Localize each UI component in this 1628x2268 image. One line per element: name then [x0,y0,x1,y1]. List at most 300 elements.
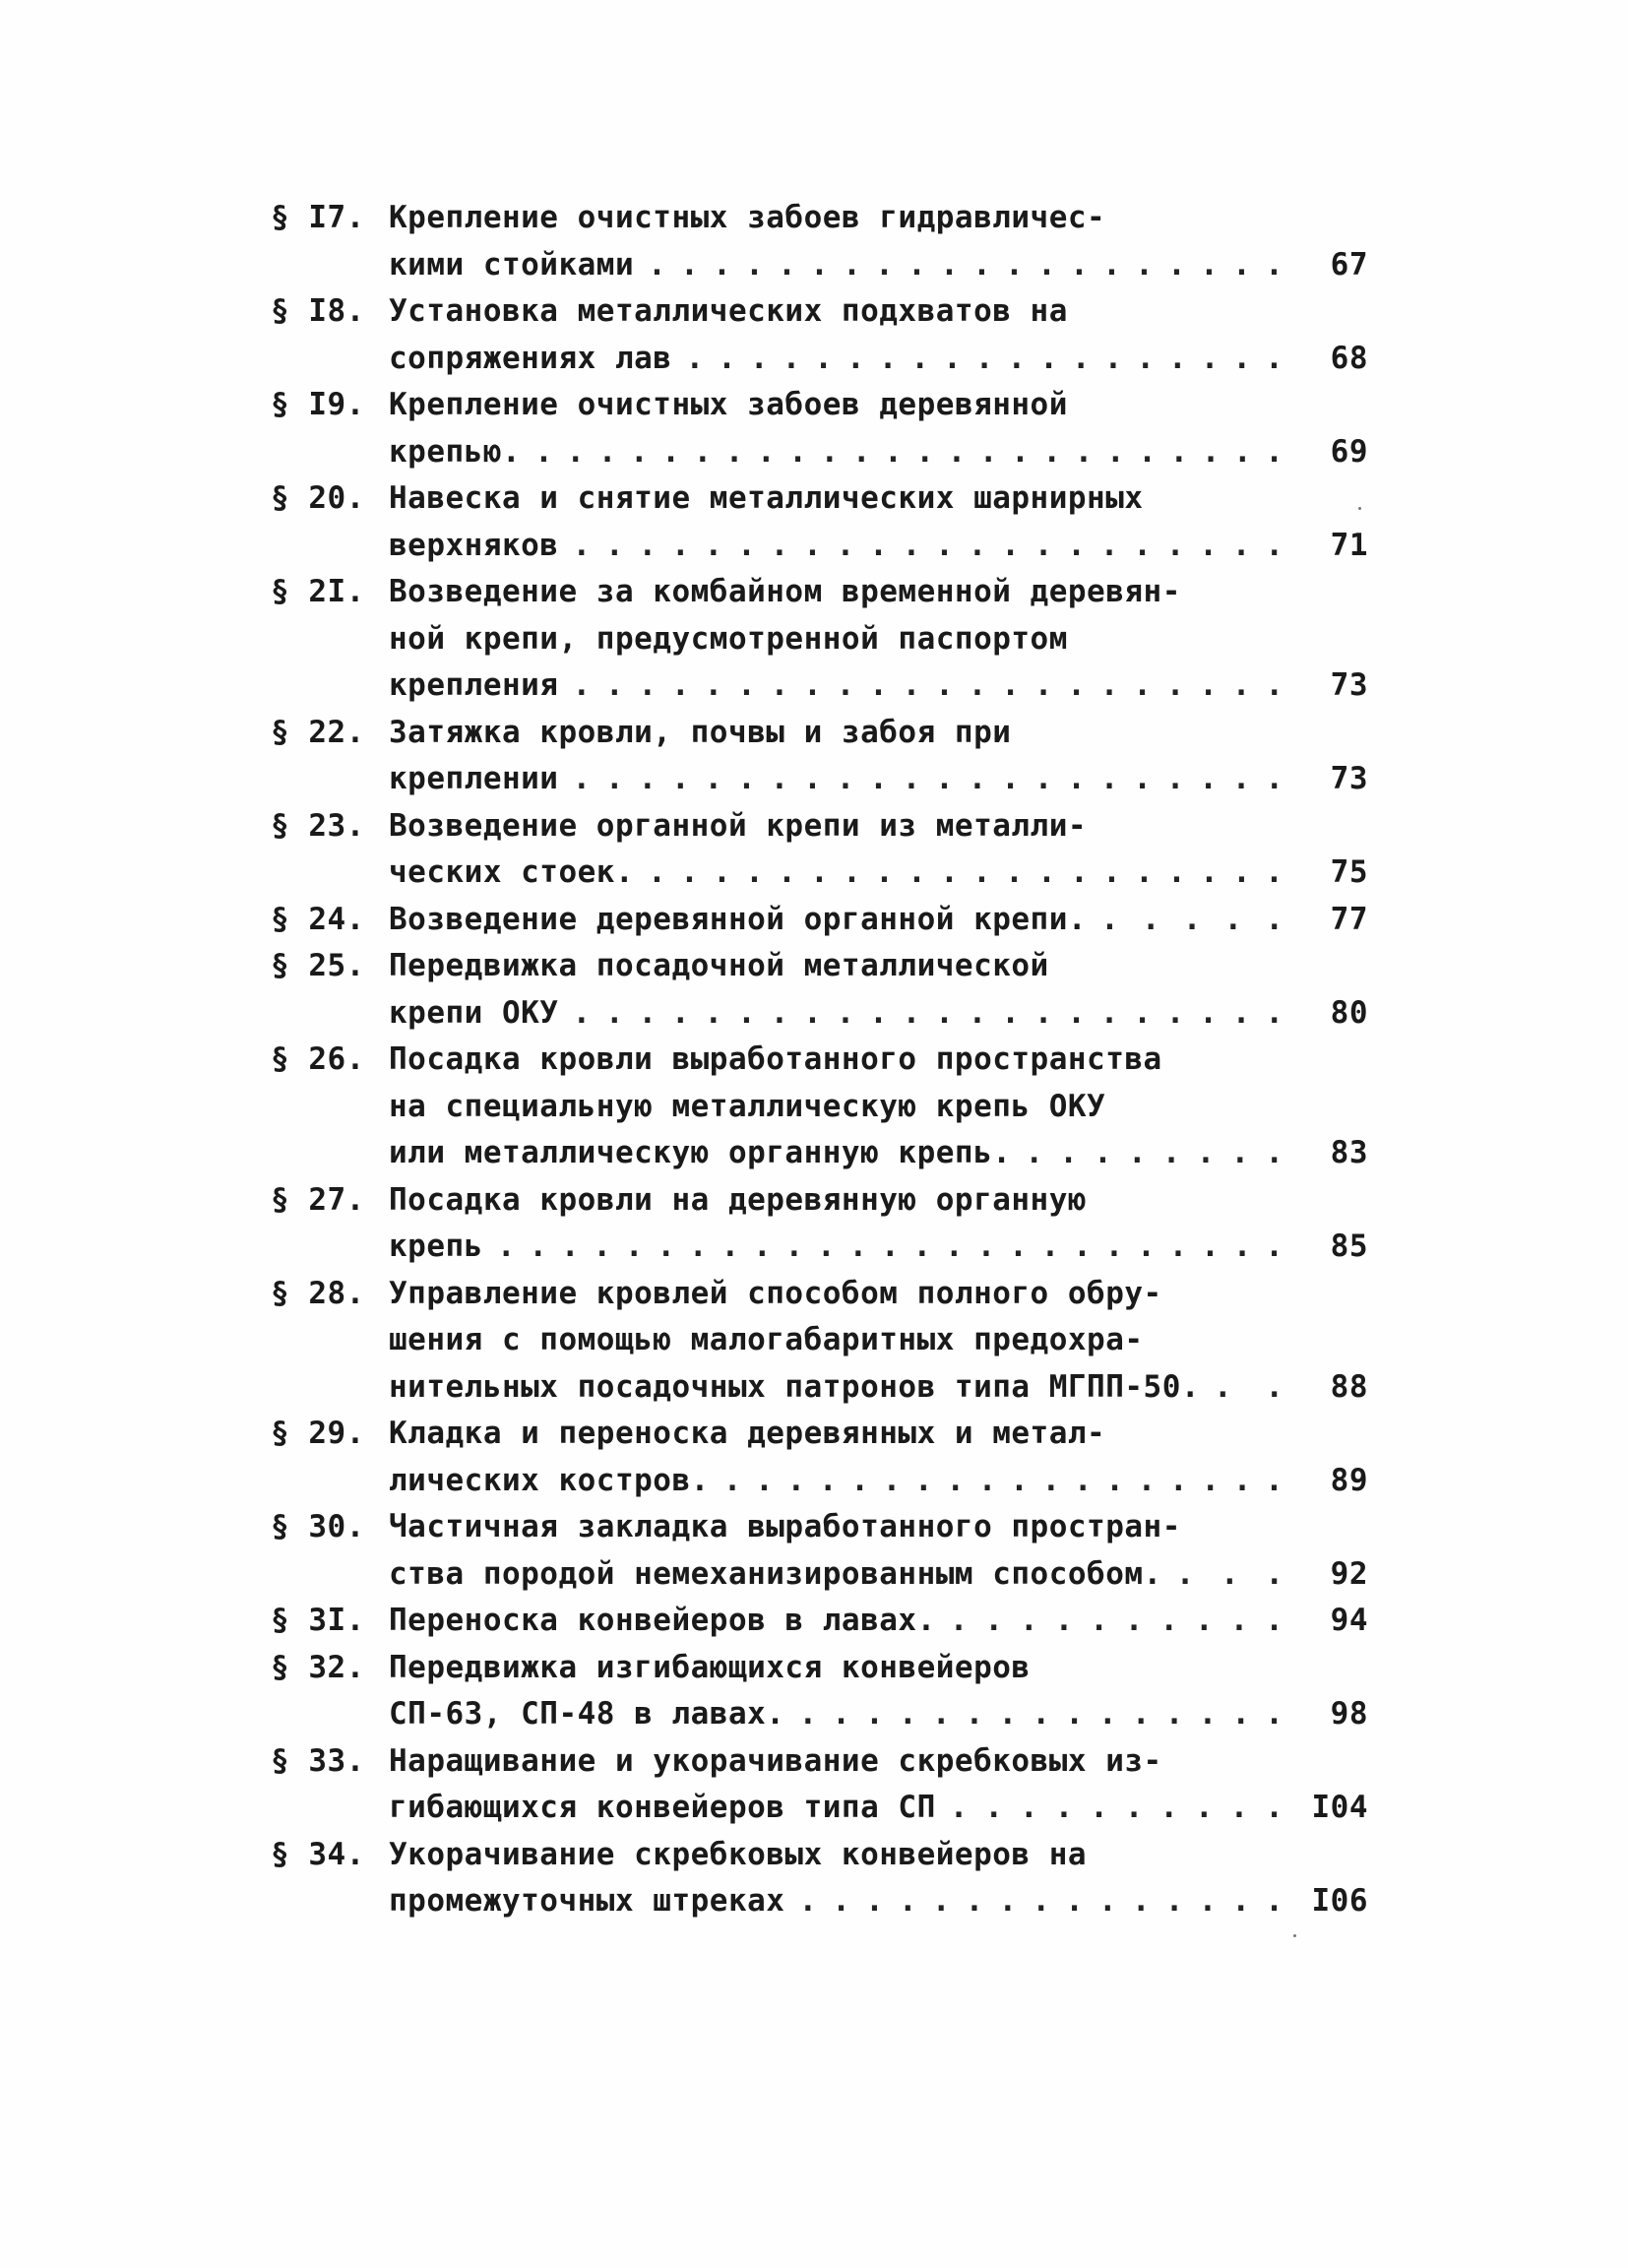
leader-dot: . [974,340,994,376]
leader-dot: . [1265,1696,1284,1732]
leader-dot: . [1161,1135,1181,1170]
leader-dot: . [845,340,865,376]
leader-dot: . [1165,527,1185,563]
leader-dot: . [1137,1462,1157,1498]
toc-entry [271,1598,1368,1645]
leader-dot: . [1199,994,1218,1031]
leader-dot: . [749,340,769,376]
leader-dot: . [968,761,987,796]
leader-dot: . [810,246,829,283]
leader-dot: . [878,340,898,376]
leader-dot: . [803,667,822,703]
leader-dot: . [1025,1135,1044,1170]
dot-leader [648,850,1284,897]
leader-dot: . [778,854,796,890]
leader-dot: . [803,527,822,563]
section-number: § I8. [271,293,365,329]
leader-dot: . [869,761,888,796]
section-number: § 30. [271,1509,365,1544]
toc-line [271,710,1368,757]
leader-dot: . [1169,1462,1188,1498]
leader-dot: . [1229,1790,1249,1825]
leader-dot: . [671,527,690,563]
leader-dot: . [1033,761,1053,796]
leader-dot: . [1099,761,1119,796]
leader-dot: . [914,1462,933,1498]
leader-dot: . [770,527,789,563]
leader-dot: . [648,854,666,890]
leader-dot: . [1265,1555,1284,1592]
leader-dot: . [935,994,954,1031]
section-number: § 29. [271,1416,365,1451]
leader-dot: . [770,667,789,703]
leader-dot: . [1200,340,1220,376]
page-number: 94 [1330,1603,1368,1638]
leader-dot: . [949,1790,969,1825]
toc-line [271,1598,1368,1645]
section-number: § 33. [271,1742,365,1779]
leader-dot: . [784,1228,804,1264]
leader-dot: . [704,761,723,796]
leader-dot: . [1037,246,1056,283]
toc-line [271,616,1368,663]
leader-dot: . [1070,246,1089,283]
leader-dot: . [657,1228,676,1264]
leader-dot: . [850,1462,869,1498]
leader-dot: . [908,854,926,890]
entry-title-text: Возведение органной крепи из металли- [389,807,1088,844]
leader-dot: . [832,1883,850,1919]
leader-dot: . [671,667,690,703]
toc-line [271,803,1368,850]
leader-dot: . [1032,1696,1051,1732]
entry-title-text: на специальную металлическую крепь ОКУ [389,1088,1106,1124]
leader-dot: . [1032,1883,1051,1919]
page-number: 98 [1330,1696,1368,1732]
entry-title-text: крепью. [389,433,522,470]
leader-dot: . [1124,1603,1144,1638]
leader-dot: . [1182,901,1202,937]
dot-leader [1100,897,1284,944]
leader-dot: . [1071,340,1091,376]
leader-dot: . [1005,854,1024,890]
leader-dot: . [782,340,801,376]
leader-dot: . [1223,901,1243,937]
leader-dot: . [1005,246,1024,283]
leader-dot: . [638,761,657,796]
leader-dot: . [605,994,624,1031]
toc-entry [271,1504,1368,1598]
leader-dot: . [816,1228,836,1264]
toc-entry [271,288,1368,382]
section-number: § 27. [271,1181,365,1218]
section-number: § 24. [271,901,365,937]
leader-dot: . [1265,1883,1284,1919]
entry-title-text: или металлическую органную крепь. [389,1135,1012,1170]
dot-leader [1214,1364,1284,1412]
leader-dot: . [947,433,967,470]
page-number: 71 [1330,527,1368,563]
leader-dot: . [685,340,705,376]
leader-dot: . [778,246,796,283]
leader-dot: . [648,246,666,283]
leader-dot: . [693,433,713,470]
leader-dot: . [902,761,921,796]
toc-entry [271,1411,1368,1504]
entry-title-text: крепления [389,667,559,703]
leader-dot: . [984,1603,1004,1638]
leader-dot: . [1265,1368,1284,1405]
scan-speck [1358,507,1361,510]
leader-dot: . [798,1696,818,1732]
leader-dot: . [1073,1462,1093,1498]
entry-title-text: Посадка кровли выработанного пространства [389,1041,1162,1077]
leader-dot: . [1265,854,1284,890]
leader-dot: . [1065,1883,1084,1919]
dot-leader [572,756,1284,803]
entry-title-text: нительных посадочных патронов типа МГПП-50. [389,1368,1201,1405]
leader-dot: . [1200,246,1219,283]
leader-dot: . [704,667,723,703]
page-number: 67 [1330,246,1368,283]
leader-dot: . [1135,854,1154,890]
leader-dot: . [1104,1228,1124,1264]
leader-dot: . [1159,1790,1179,1825]
dot-leader [534,429,1284,476]
toc-line [271,195,1368,242]
leader-dot: . [1265,1462,1284,1498]
leader-dot: . [1175,1555,1195,1592]
toc-line [271,1130,1368,1177]
leader-dot: . [915,433,935,470]
entry-title-text: Кладка и переноска деревянных и метал- [389,1416,1106,1451]
entry-title-text: шения с помощью малогабаритных предохра- [389,1322,1144,1357]
leader-dot: . [832,1696,850,1732]
leader-dot: . [935,761,954,796]
leader-dot: . [529,1228,548,1264]
leader-dot: . [1232,1462,1252,1498]
leader-dot: . [713,246,731,283]
leader-dot: . [1196,1135,1216,1170]
toc-line [271,990,1368,1038]
section-number: § 22. [271,714,365,750]
leader-dot: . [1042,433,1062,470]
leader-dot: . [1067,994,1086,1031]
toc-line [271,943,1368,990]
leader-dot: . [1009,1228,1028,1264]
leader-dot: . [902,527,921,563]
leader-dot: . [1141,901,1160,937]
leader-dot: . [572,667,592,703]
leader-dot: . [1100,901,1119,937]
leader-dot: . [1231,1696,1251,1732]
leader-dot: . [1232,1228,1252,1264]
entry-title-text: Частичная закладка выработанного простран- [389,1509,1181,1544]
page-number: I04 [1311,1790,1368,1825]
entry-title-text: Наращивание и укорачивание скребковых из- [389,1742,1162,1779]
entry-title-text: Укорачивание скребковых конвейеров на [389,1836,1088,1872]
entry-title-text: Крепление очистных забоев деревянной [389,387,1068,422]
toc-entry [271,897,1368,944]
leader-dot: . [968,667,987,703]
leader-dot: . [638,527,657,563]
leader-dot: . [1199,667,1218,703]
leader-dot: . [836,994,855,1031]
toc-entry [271,1832,1368,1925]
toc-line [271,1458,1368,1505]
leader-dot: . [1135,246,1154,283]
leader-dot: . [851,433,871,470]
leader-dot: . [1070,854,1089,890]
leader-dot: . [1131,1696,1151,1732]
leader-dot: . [1065,1696,1084,1732]
leader-dot: . [1265,1228,1284,1264]
leader-dot: . [1124,1790,1144,1825]
leader-dot: . [1133,527,1152,563]
leader-dot: . [1200,854,1219,890]
table-of-contents [271,195,1368,1925]
leader-dot: . [972,854,991,890]
leader-dot: . [1133,667,1152,703]
leader-dot: . [1059,1135,1078,1170]
leader-dot: . [1265,667,1284,703]
leader-dot: . [1094,1135,1112,1170]
leader-dot: . [1221,1555,1239,1592]
leader-dot: . [1067,761,1086,796]
leader-dot: . [976,1228,996,1264]
leader-dot: . [704,527,723,563]
leader-dot: . [597,433,617,470]
leader-dot: . [566,433,586,470]
leader-dot: . [1127,1135,1147,1170]
section-number: § 20. [271,480,365,516]
toc-line [271,382,1368,429]
leader-dot: . [965,1883,984,1919]
leader-dot: . [713,854,731,890]
leader-dot: . [869,527,888,563]
leader-dot: . [671,994,690,1031]
leader-dot: . [1159,1603,1179,1638]
toc-line [271,288,1368,336]
leader-dot: . [629,433,649,470]
leader-dot: . [803,761,822,796]
leader-dot: . [770,761,789,796]
toc-line [271,1832,1368,1879]
leader-dot: . [572,527,592,563]
leader-dot: . [940,246,959,283]
leader-dot: . [935,527,954,563]
leader-dot: . [910,340,930,376]
toc-line [271,1317,1368,1364]
section-number: § 23. [271,807,365,844]
leader-dot: . [1167,246,1186,283]
page-number: 69 [1330,433,1368,470]
leader-dot: . [1099,527,1119,563]
leader-dot: . [946,1462,966,1498]
leader-dot: . [1232,340,1252,376]
leader-dot: . [572,994,592,1031]
page-number: 80 [1330,994,1368,1031]
leader-dot: . [1001,527,1020,563]
leader-dot: . [984,1790,1004,1825]
leader-dot: . [1199,527,1218,563]
toc-line [271,569,1368,616]
leader-dot: . [1198,1883,1218,1919]
leader-dot: . [1195,1790,1214,1825]
entry-title-text: сопряжениях лав [389,340,672,376]
section-number: § 3I. [271,1603,365,1638]
toc-line [271,1738,1368,1786]
leader-dot: . [1073,1228,1092,1264]
dot-leader [723,1458,1284,1505]
leader-dot: . [1265,1135,1284,1170]
leader-dot: . [882,1462,902,1498]
leader-dot: . [593,1228,612,1264]
leader-dot: . [968,994,987,1031]
page-number: 73 [1330,667,1368,703]
entry-title-text: Затяжка кровли, почвы и забоя при [389,714,1012,750]
leader-dot: . [638,667,657,703]
leader-dot: . [1033,994,1053,1031]
leader-dot: . [1265,901,1284,937]
leader-dot: . [1232,854,1251,890]
leader-dot: . [1054,1790,1074,1825]
toc-line [271,475,1368,523]
leader-dot: . [1198,1696,1218,1732]
leader-dot: . [1054,1603,1074,1638]
leader-dot: . [1201,433,1221,470]
leader-dot: . [1265,527,1284,563]
leader-dot: . [1231,667,1251,703]
leader-dot: . [1164,1696,1184,1732]
toc-line [271,850,1368,897]
leader-dot: . [1067,667,1086,703]
leader-dot: . [803,994,822,1031]
entry-title-text: кими стойками [389,246,635,283]
leader-dot: . [1199,761,1218,796]
leader-dot: . [1074,433,1094,470]
entry-title-text: Переноска конвейеров в лавах. [389,1603,936,1638]
leader-dot: . [1165,761,1185,796]
entry-title-text: Передвижка изгибающихся конвейеров [389,1649,1031,1685]
leader-dot: . [737,994,756,1031]
leader-dot: . [818,1462,838,1498]
toc-entry [271,943,1368,1037]
leader-dot: . [949,1603,969,1638]
entry-title-text: Крепление очистных забоев гидравличес- [389,200,1106,235]
dot-leader [798,1691,1284,1738]
toc-entry [271,1645,1368,1738]
leader-dot: . [755,1462,774,1498]
entry-title-text: Установка металлических подхватов на [389,293,1068,329]
leader-dot: . [1231,761,1251,796]
leader-dot: . [737,761,756,796]
leader-dot: . [798,1883,818,1919]
toc-line [271,662,1368,710]
leader-dot: . [931,1883,951,1919]
leader-dot: . [1090,1603,1108,1638]
toc-entry [271,803,1368,897]
leader-dot: . [898,1696,917,1732]
leader-dot: . [1007,340,1027,376]
leader-dot: . [908,246,926,283]
leader-dot: . [1099,994,1119,1031]
toc-line [271,242,1368,289]
leader-dot: . [1230,1135,1250,1170]
leader-dot: . [1265,761,1284,796]
leader-dot: . [1265,994,1284,1031]
entry-title-text: ства породой немеханизированным способом. [389,1555,1162,1592]
leader-dot: . [1231,994,1251,1031]
leader-dot: . [875,246,894,283]
leader-dot: . [534,433,553,470]
dot-leader [497,1224,1284,1271]
leader-dot: . [875,854,894,890]
leader-dot: . [671,761,690,796]
leader-dot: . [898,1883,917,1919]
toc-line [271,523,1368,570]
leader-dot: . [1001,667,1020,703]
leader-dot: . [884,433,903,470]
toc-entry [271,1037,1368,1177]
toc-line [271,897,1368,944]
leader-dot: . [638,994,657,1031]
leader-dot: . [1165,994,1185,1031]
toc-line [271,429,1368,476]
leader-dot: . [1040,1228,1060,1264]
toc-line [271,1411,1368,1458]
entry-title-text: промежуточных штреках [389,1883,785,1919]
leader-dot: . [931,1696,951,1732]
leader-dot: . [1265,246,1284,283]
leader-dot: . [1201,1462,1221,1498]
page-number: I06 [1311,1883,1368,1919]
toc-entry [271,1738,1368,1832]
leader-dot: . [902,994,921,1031]
page-number: 68 [1330,340,1368,376]
leader-dot: . [1011,433,1030,470]
entry-title-text: лических костров. [389,1462,710,1498]
leader-dot: . [688,1228,708,1264]
leader-dot: . [848,1228,868,1264]
leader-dot: . [1195,1603,1214,1638]
leader-dot: . [737,667,756,703]
section-number: § 28. [271,1275,365,1311]
toc-line [271,1645,1368,1692]
toc-line [271,336,1368,383]
leader-dot: . [912,1228,932,1264]
entry-title-text: крепи ОКУ [389,994,559,1031]
leader-dot: . [1019,1603,1038,1638]
page-number: 83 [1330,1135,1368,1170]
leader-dot: . [722,1462,742,1498]
leader-dot: . [865,1883,884,1919]
leader-dot: . [836,667,855,703]
leader-dot: . [605,527,624,563]
page-number: 75 [1330,854,1368,890]
leader-dot: . [1102,246,1121,283]
entry-title-text: крепь [389,1228,483,1264]
leader-dot: . [770,994,789,1031]
leader-dot: . [1105,1462,1124,1498]
leader-dot: . [1167,854,1186,890]
leader-dot: . [661,433,680,470]
leader-dot: . [560,1228,580,1264]
leader-dot: . [940,854,959,890]
leader-dot: . [1103,340,1123,376]
entry-title-text: верхняков [389,527,559,563]
leader-dot: . [1265,433,1284,470]
